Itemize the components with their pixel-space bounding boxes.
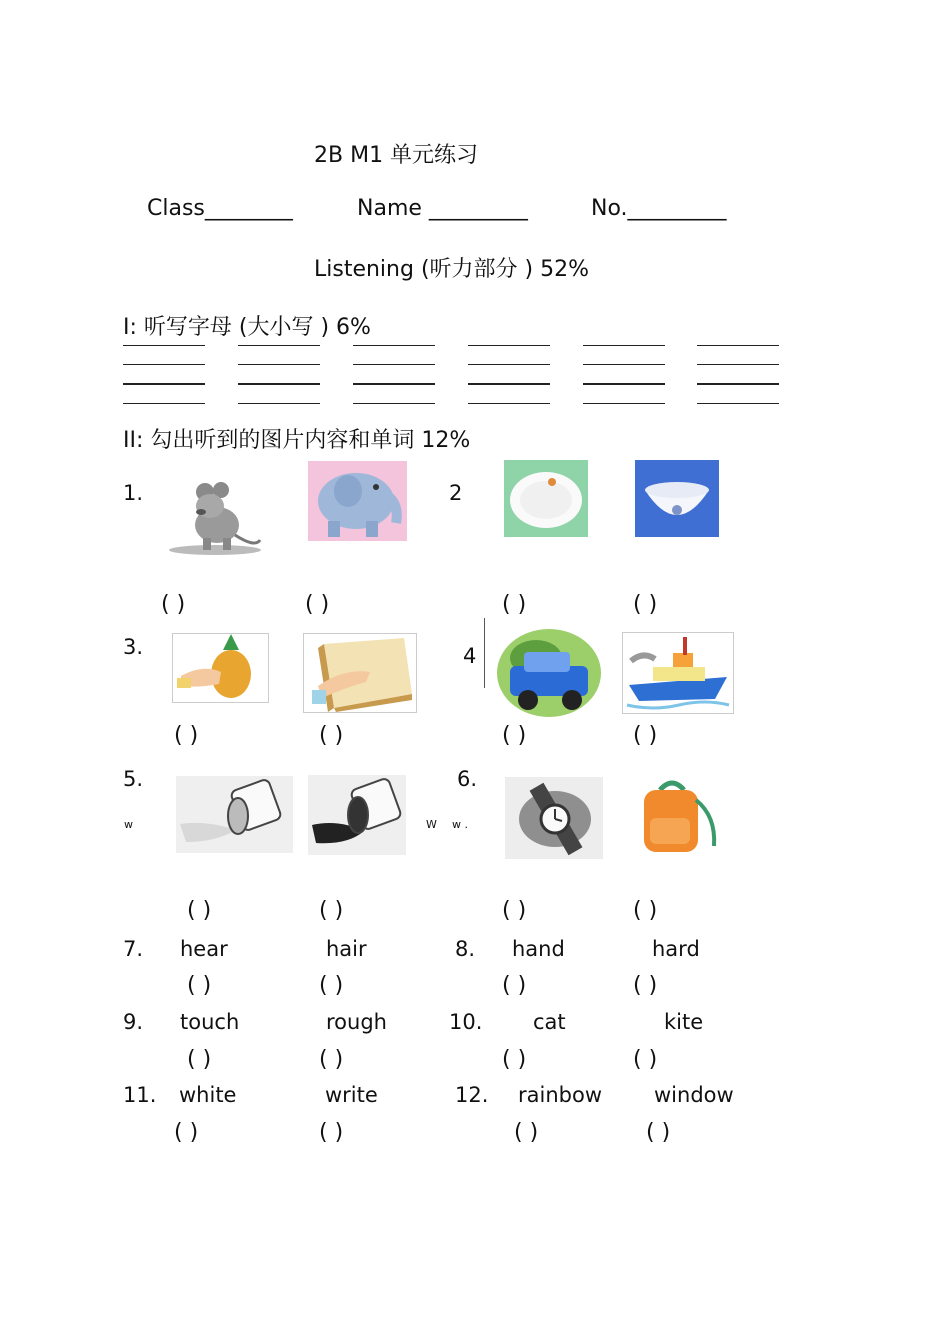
question-number: 1. <box>123 481 144 505</box>
watch-picture <box>505 777 603 859</box>
answer-bracket[interactable]: ( ) <box>174 1120 199 1145</box>
question-number: 3. <box>123 635 144 659</box>
answer-line <box>123 345 205 346</box>
question-number: 6. <box>457 767 478 791</box>
pineapple-touch-picture <box>172 633 269 703</box>
answer-bracket[interactable]: ( ) <box>633 1047 658 1072</box>
answer-bracket[interactable]: ( ) <box>319 898 344 923</box>
red-paint-can-picture <box>308 775 406 855</box>
question-number: 9. <box>123 1010 144 1034</box>
word-option: hair <box>326 937 367 961</box>
answer-bracket[interactable]: ( ) <box>161 592 186 617</box>
word-option: hard <box>652 937 700 961</box>
word-option: hear <box>180 937 228 961</box>
answer-line <box>697 403 779 404</box>
answer-bracket[interactable]: ( ) <box>502 973 527 998</box>
word-option: hand <box>512 937 565 961</box>
answer-line <box>583 383 665 385</box>
question-number: 7. <box>123 937 144 961</box>
car-picture <box>496 628 602 718</box>
answer-line <box>583 403 665 404</box>
answer-bracket[interactable]: ( ) <box>319 1120 344 1145</box>
stray-mark: W <box>426 818 437 831</box>
answer-bracket[interactable]: ( ) <box>305 592 330 617</box>
question-number: 12. <box>455 1083 489 1107</box>
answer-bracket[interactable]: ( ) <box>319 723 344 748</box>
word-option: rough <box>326 1010 387 1034</box>
answer-line <box>123 364 205 365</box>
answer-bracket[interactable]: ( ) <box>502 723 527 748</box>
stray-mark: w . <box>452 818 468 831</box>
plate-picture <box>504 460 588 537</box>
answer-line <box>353 403 435 404</box>
ship-picture <box>622 632 734 714</box>
answer-bracket[interactable]: ( ) <box>646 1120 671 1145</box>
answer-line <box>353 364 435 365</box>
answer-line <box>468 345 550 346</box>
divider <box>484 618 485 688</box>
word-option: kite <box>664 1010 704 1034</box>
section2-title: II: 勾出听到的图片内容和单词 12% <box>123 428 471 453</box>
question-number: 10. <box>449 1010 483 1034</box>
class-field: Class________ <box>147 196 293 221</box>
bowl-picture <box>635 460 719 537</box>
word-option: white <box>179 1083 237 1107</box>
answer-line <box>238 345 320 346</box>
answer-bracket[interactable]: ( ) <box>174 723 199 748</box>
word-option: cat <box>533 1010 566 1034</box>
answer-line <box>123 383 205 385</box>
name-field: Name _________ <box>357 196 528 221</box>
answer-line <box>468 403 550 404</box>
answer-line <box>353 383 435 385</box>
answer-line <box>697 364 779 365</box>
answer-bracket[interactable]: ( ) <box>187 973 212 998</box>
answer-line <box>238 364 320 365</box>
answer-bracket[interactable]: ( ) <box>319 1047 344 1072</box>
answer-line <box>697 383 779 385</box>
answer-line <box>468 364 550 365</box>
question-number: 8. <box>455 937 476 961</box>
question-number: 4 <box>463 644 477 668</box>
word-option: window <box>654 1083 734 1107</box>
question-number: 11. <box>123 1083 157 1107</box>
word-option: write <box>325 1083 378 1107</box>
answer-line <box>123 403 205 404</box>
answer-line <box>238 403 320 404</box>
pink-paint-can-picture <box>176 776 293 853</box>
answer-bracket[interactable]: ( ) <box>502 898 527 923</box>
mouse-picture <box>165 470 265 558</box>
answer-bracket[interactable]: ( ) <box>187 898 212 923</box>
answer-bracket[interactable]: ( ) <box>633 898 658 923</box>
elephant-picture <box>308 461 407 541</box>
answer-bracket[interactable]: ( ) <box>633 592 658 617</box>
answer-bracket[interactable]: ( ) <box>514 1120 539 1145</box>
number-field: No._________ <box>591 196 727 221</box>
answer-line <box>353 345 435 346</box>
section1-title: I: 听写字母 (大小写 ) 6% <box>123 315 371 340</box>
word-option: rainbow <box>518 1083 602 1107</box>
answer-line <box>697 345 779 346</box>
answer-line <box>583 364 665 365</box>
word-option: touch <box>180 1010 240 1034</box>
rough-surface-picture <box>303 633 417 713</box>
answer-bracket[interactable]: ( ) <box>502 1047 527 1072</box>
answer-line <box>468 383 550 385</box>
answer-line <box>583 345 665 346</box>
answer-bracket[interactable]: ( ) <box>319 973 344 998</box>
question-number: 5. <box>123 767 144 791</box>
answer-bracket[interactable]: ( ) <box>187 1047 212 1072</box>
listening-heading: Listening (听力部分 ) 52% <box>314 257 590 282</box>
answer-line <box>238 383 320 385</box>
answer-bracket[interactable]: ( ) <box>502 592 527 617</box>
answer-bracket[interactable]: ( ) <box>633 723 658 748</box>
page-title: 2B M1 单元练习 <box>314 143 479 168</box>
question-number: 2 <box>449 481 463 505</box>
backpack-picture <box>630 776 720 860</box>
answer-bracket[interactable]: ( ) <box>633 973 658 998</box>
stray-mark: w <box>124 818 133 831</box>
